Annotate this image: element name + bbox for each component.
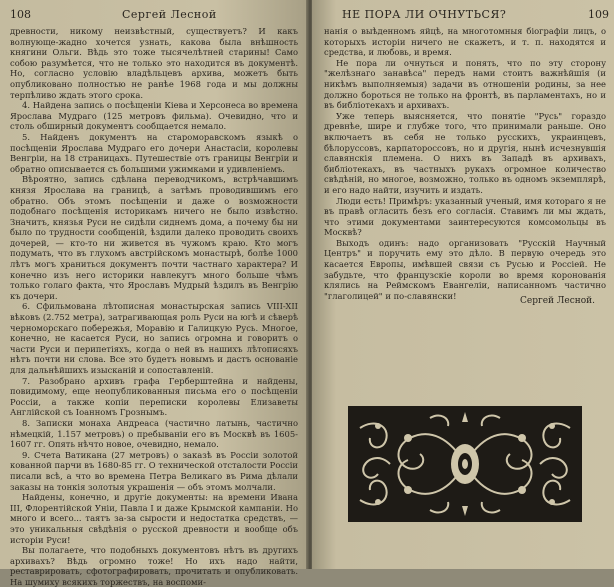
right-text-column [324, 26, 606, 301]
paragraph: Найдены, конечно, и другіе документы: на времени Ивана III, Флорентійской Уніи, Павла I и даже Крымской кампаніи. Но много и всего... таятъ за-за сырости и недостатка средствъ, — это уникальныя свѣдѣнія о русской древности и вообще объ исторіи Руси! [10, 492, 298, 545]
right-page-number: 109 [588, 8, 609, 21]
author-signature: Сергей Лесной. [520, 296, 596, 306]
paragraph: древности, никому неизвѣстный, существуетъ? И какъ волнующе-жадно хочется узнать, какова была внѣшность княгини Ольги. Вѣдь это тоже тысячелѣтней старины! Само собою разумѣется, что не только это находится въ документѣ. Но, согласно условію владѣльцевъ архива, можетъ быть опубликовано полностью не ранѣе 1968 года и мы должны терпѣливо ждать этого срока. [10, 26, 298, 100]
left-page-number: 108 [10, 8, 31, 21]
left-text-column [10, 26, 298, 587]
paragraph: 7. Разобрано архивъ графа Герберштейна и найдены, повидимому, еще неопубликованныя письма его о посѣщеніи Россіи, а также копіи переписки королевы Елизаветы Англійской съ Іоанномъ Грознымъ. [10, 375, 298, 418]
right-running-head: НЕ ПОРА ЛИ ОЧНУТЬСЯ? [342, 8, 507, 21]
right-page [312, 0, 614, 569]
paragraph: 9. Счета Ватикана (27 метровъ) о заказѣ въ Россіи золотой кованной парчи въ 1680-85 гг. О технической отсталости Россіи писали всѣ, а что во времена Петра Великаго въ Рима дѣлали заказы на тонкія золотыя украшенія — объ этомъ молчали. [10, 449, 298, 492]
left-running-head: Сергей Лесной [122, 8, 217, 21]
paragraph: Вы полагаете, что подобныхъ документовъ нѣтъ въ другихъ архивахъ? Вѣдь огромно тоже! Но ихъ надо найти, реставрировать, сфотографировать, прочитать и опубликовать. На шумиху всякихъ торжествъ, на воспоми- [10, 545, 298, 587]
paragraph: 8. Записки монаха Андреаса (частично латынь, частично нѣмецкій, 1.157 метровъ) о пребываніи его въ Москвѣ въ 1605-1607 гг. Опять нѣчто новое, очевидно, немало. [10, 417, 298, 450]
paragraph: Выходъ одинъ: надо организовать "Русскій Научный Центръ" и поручить ему это дѣло. В первую очередь это касается Европы, имѣвшей связи съ Русью и Россіей. Не забудьте, что французскіе короли во время коронованія клялись на Реймскомъ Евангеліи, написанномъ частично "глаголицей" и по-славянски! [324, 237, 606, 301]
paragraph: Вѣроятно, запись сдѣлана переводчикомъ, встрѣчавшимъ князя Ярослава на границѣ, а затѣмъ проводившимъ его обратно. Объ этомъ посѣщеніи и даже о возможности подобнаго посѣщенія историкамъ ничего не было извѣстно. Значитъ, князья Руси не сидѣли сиднемъ дома, а почему бы ни было по трудности сообщеній, ѣздили далеко проводить своихъ дочерей, — кто-то ни живется въ чужомъ краю. Кто могъ подумать, что въ глухомъ австрійскомъ монастырѣ, болѣе 1000 лѣтъ могъ храниться документъ почти частнаго характера? И конечно изъ него историки навлекутъ много больше чѣмъ только голаго факта, что Ярославъ Мудрый ѣздилъ въ Венгрію къ дочери. [10, 174, 298, 301]
paragraph: 4. Найдена запись о посѣщеніи Кіева и Херсонеса во времена Ярослава Мудраго (125 метровъ фильма). Очевидно, что и столь обширный документъ сообщается немало. [10, 100, 298, 132]
paragraph: 5. Найденъ документъ на староморавскомъ языкѣ о посѣщеніи Ярослава Мудраго его дочери Анастасіи, королевы Венгріи, на 18 страницахъ. Путешествіе отъ границы Венгріи и обратно описывается съ большими ужимками и удивленіемъ. [10, 131, 298, 174]
paragraph: Не пора ли очнуться и понять, что по эту сторону "желѣзнаго занавѣса" передъ нами стоитъ важнѣйшія (и никѣмъ выполняемыя) задачи въ отношеніи родины, за нее должно бороться не только на фронтѣ, въ парламентахъ, но и въ библіотекахъ и архивахъ. [324, 57, 606, 111]
paragraph: нанія о выѣденномъ яйцѣ, на многотомныя біографіи лицъ, о которыхъ исторіи ничего не скажетъ, и т. п. находятся и средства, и любовь, и время. [324, 26, 606, 58]
floral-ornament-image [350, 408, 580, 520]
paragraph: Люди есть! Примѣръ: указанный ученый, имя котораго я не въ правѣ огласить безъ его согласія. Ставимъ ли мы ждать, что этими документами заинтересуются комсомольцы въ Москвѣ? [324, 195, 606, 238]
paragraph: Уже теперь выясняется, что понятіе "Русь" гораздо древнѣе, шире и глубже того, что принимали раньше. Оно включаетъ въ себя не только русскихъ, украинцевъ, бѣлоруссовъ, карпатороссовъ, но и другія, нынѣ исчезнувшія славянскія племена. О нихъ въ Западѣ въ архивахъ, библіотекахъ, въ частныхъ рукахъ огромное количество свѣдѣній, но многое, возможно, только въ одномъ экземплярѣ, и его надо найти, изучить и издать. [324, 110, 606, 195]
floral-ornament-tailpiece [348, 406, 582, 522]
paragraph: 6. Сфильмована лѣтописная монастырская запись VIII-XII вѣковъ (2.752 метра), затрагивающая роль Руси на югѣ и сѣверѣ черноморскаго побережья, Моравію и Галицкую Русь. Многое, конечно, не касается Руси, но запись огромна и говоритъ о части Руси и перипетіяхъ, когда о ней въ нашихъ лѣтописяхъ нѣтъ почти ни слова. Все это будетъ новымъ и дастъ основаніе для дальнѣйшихъ изысканій и сопоставленій. [10, 301, 298, 375]
